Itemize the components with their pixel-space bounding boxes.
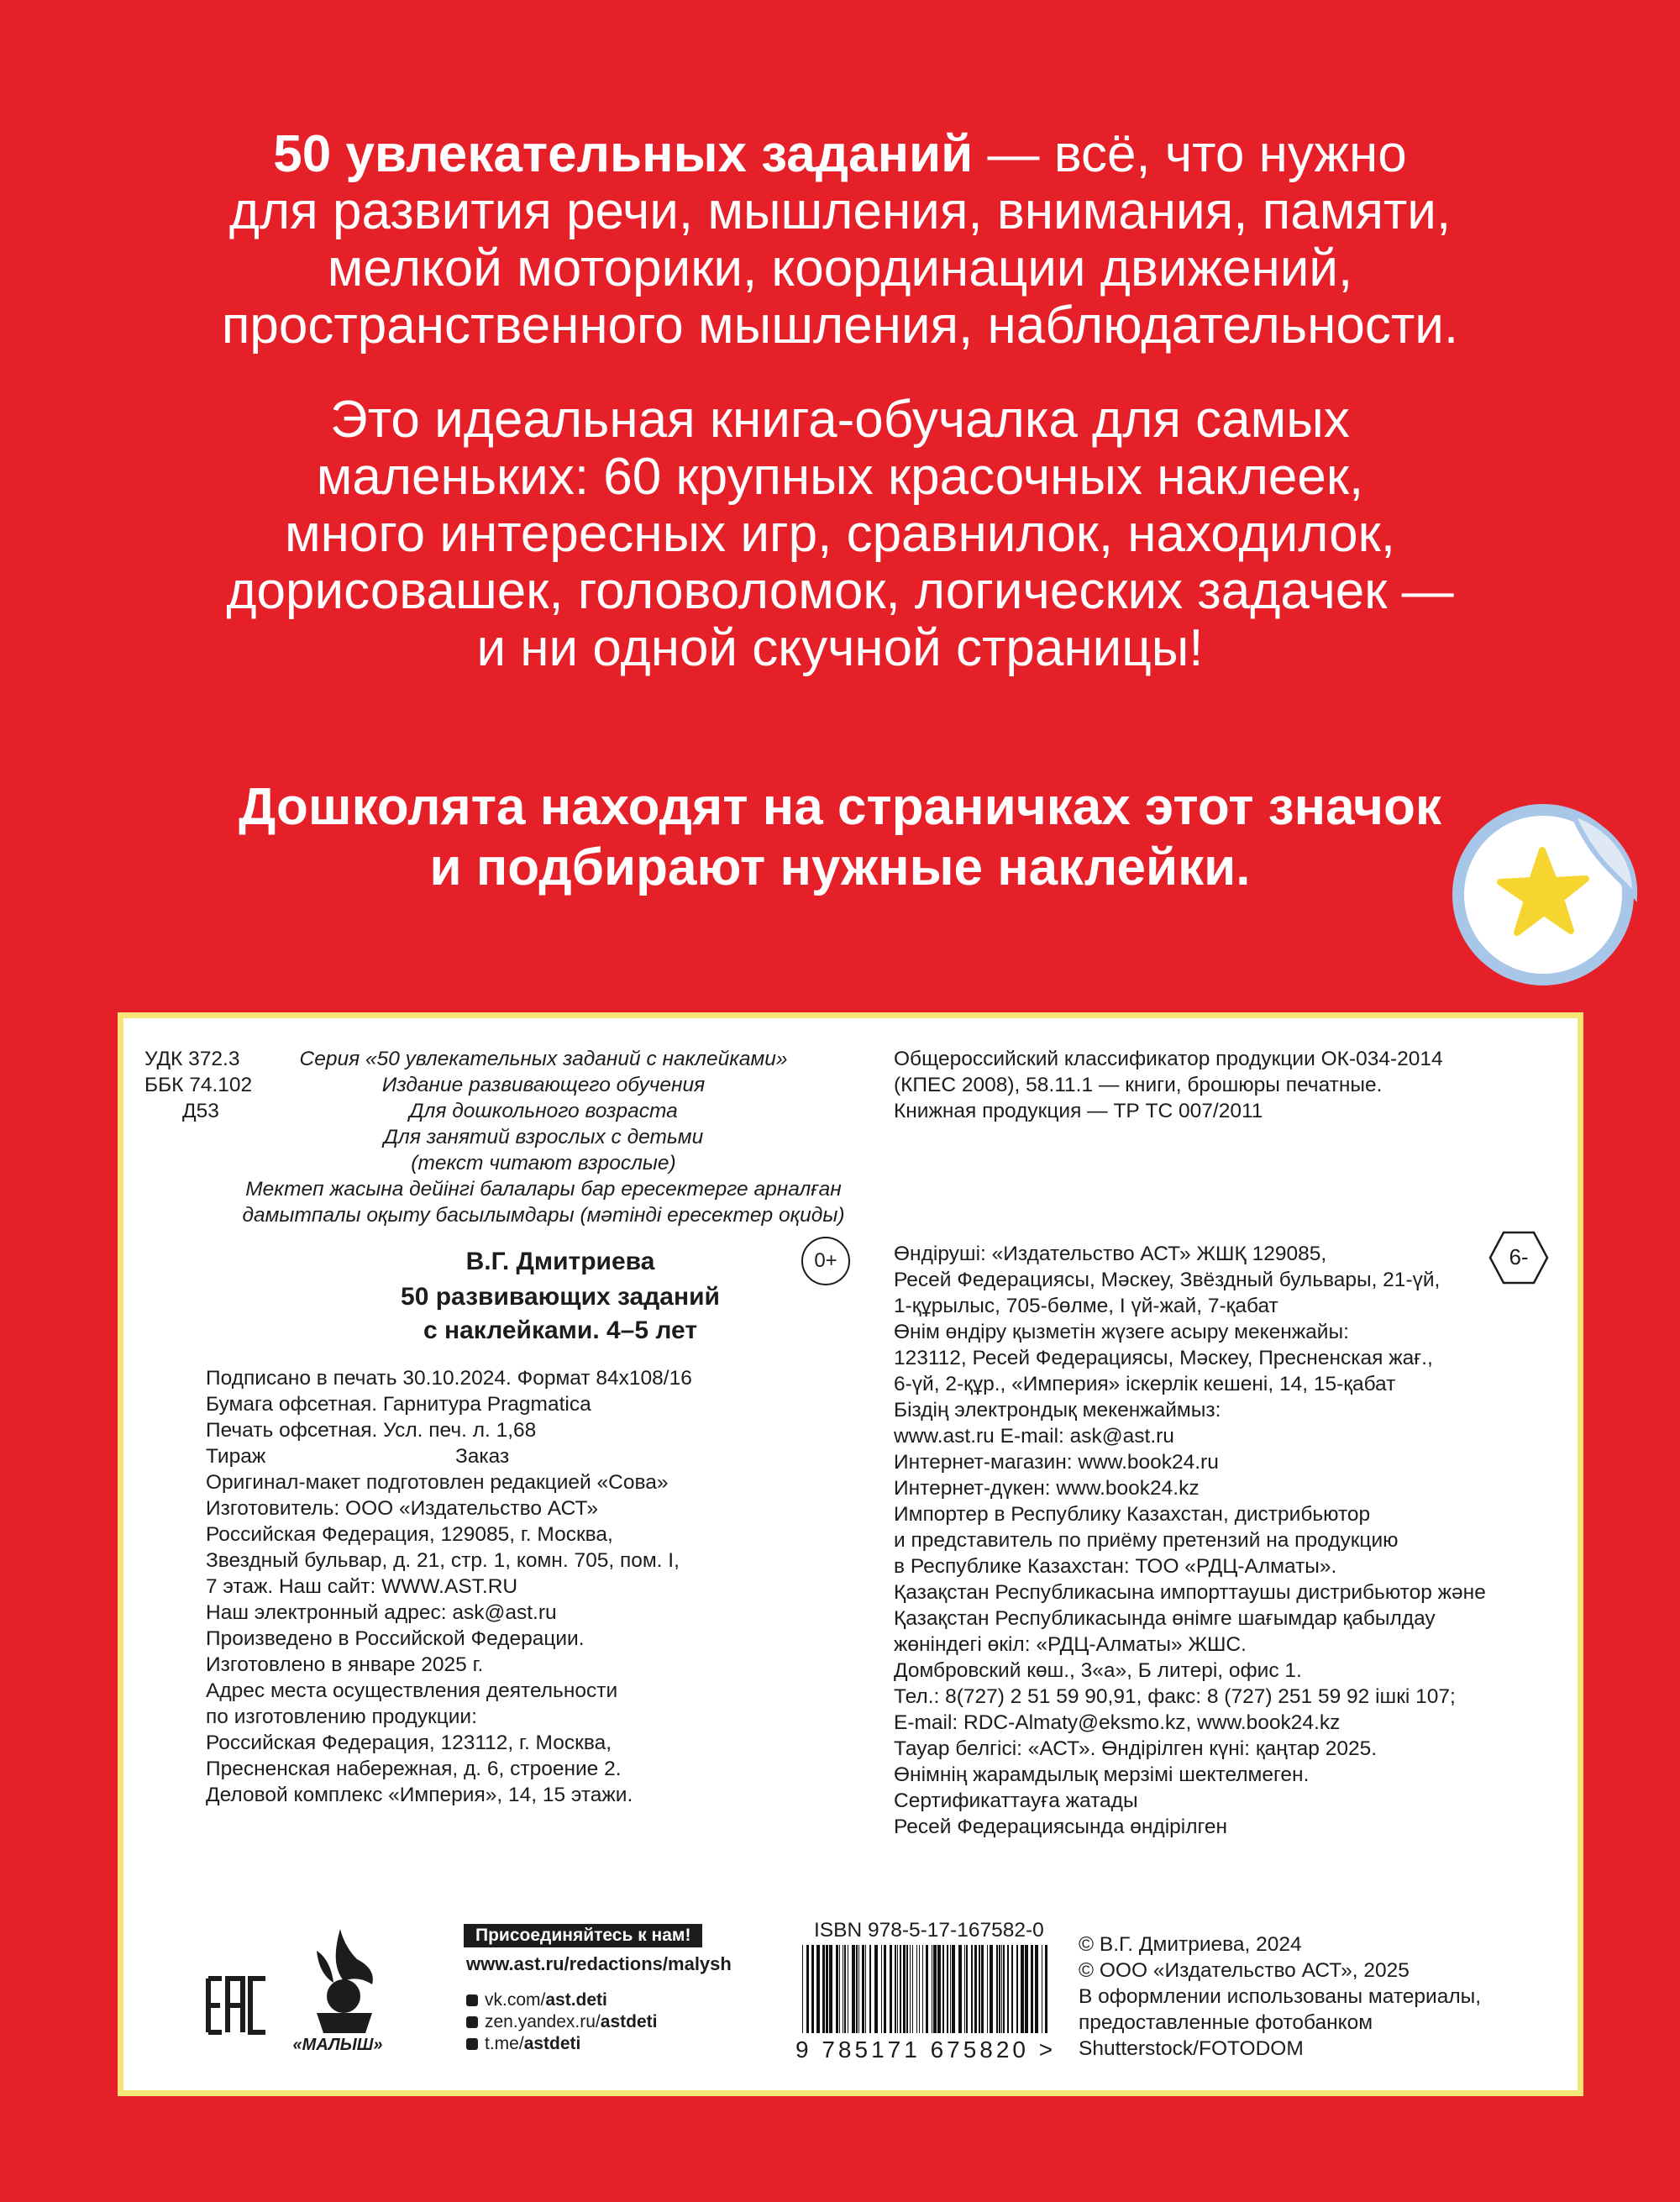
join-url-link[interactable]: www.ast.ru/redactions/malysh [466,1953,732,1974]
intro-line: для развития речи, мышления, внимания, памяти, [228,182,1452,240]
detail-line: по изготовлению продукции: [206,1705,477,1728]
intro-line: мелкой моторики, координации движений, [327,239,1353,297]
detail-line: Печать офсетная. Усл. печ. л. 1,68 [206,1419,537,1442]
detail-line: Интернет-магазин: www.book24.ru [894,1451,1219,1474]
author-mark: Д53 [182,1100,219,1122]
link-prefix: zen.yandex.ru/ [485,2012,601,2031]
intro-line: и ни одной скучной страницы! [476,619,1204,677]
udk-code: УДК 372.3 [144,1048,240,1070]
order-label: Заказ [455,1445,510,1468]
detail-line: Өндіруші: «Издательство АСТ» ЖШҚ 129085, [894,1243,1327,1265]
detail-line: Өнім өндіру қызметін жүзеге асыру мекенжайы: [894,1321,1349,1343]
age-rating-0plus: 0+ [801,1237,850,1285]
link-handle: astdeti [523,2034,581,2053]
detail-line: 7 этаж. Наш сайт: WWW.AST.RU [206,1575,518,1598]
zen-link[interactable] [466,2011,657,2033]
age-6-label: 6- [1509,1244,1529,1269]
detail-line: Пресненская набережная, д. 6, строение 2. [206,1758,622,1780]
sticker-hint [0,777,1680,898]
detail-line: Домбровский көш., 3«а», Б литері, офис 1. [894,1659,1302,1682]
detail-line: Деловой комплекс «Империя», 14, 15 этажи. [206,1784,633,1806]
detail-line: Подписано в печать 30.10.2024. Формат 84x108/16 [206,1367,692,1390]
detail-line: Оригинал-макет подготовлен редакцией «Сова» [206,1471,669,1494]
link-prefix: vk.com/ [485,1990,546,2010]
join-banner: Присоединяйтесь к нам! [464,1924,702,1947]
bbk-code: ББК 74.102 [144,1074,253,1096]
intro-line: — всё, что нужно [973,125,1407,183]
series-line: Серия «50 увлекательных заданий с наклейками» [299,1048,788,1070]
detail-line: Біздің электрондық мекенжаймыз: [894,1399,1221,1422]
detail-line: и представитель по приёму претензий на продукцию [894,1529,1399,1552]
series-line: дамытпалы оқыту басылымдары (мәтінді ересектер оқиды) [242,1204,845,1227]
detail-line: Звездный бульвар, д. 21, стр. 1, комн. 705, пом. I, [206,1549,680,1572]
classifier-line: Общероссийский классификатор продукции ОК-034-2014 [894,1048,1443,1070]
intro-paragraph-2 [0,392,1680,677]
series-line: Мектеп жасына дейінгі балалары бар ересектерге арналған [245,1178,842,1201]
vk-icon [466,1994,478,2006]
detail-line: Сертификаттауға жатады [894,1789,1138,1812]
detail-line: в Республике Казахстан: ТОО «РДЦ-Алматы». [894,1555,1337,1578]
age-rating-6minus [1488,1231,1549,1285]
copyright-line: Shutterstock/FOTODOM [1079,2037,1304,2060]
detail-line: www.ast.ru E-mail: ask@ast.ru [894,1425,1174,1448]
vk-link[interactable] [466,1989,607,2011]
classifier-line: (КПЕС 2008), 58.11.1 — книги, брошюры печатные. [894,1074,1383,1096]
star-sticker-icon [1446,790,1648,991]
telegram-link[interactable] [466,2033,580,2055]
telegram-icon [466,2038,478,2050]
intro-line: дорисовашек, головоломок, логических задачек — [226,562,1454,620]
copyright-line: © В.Г. Дмитриева, 2024 [1079,1933,1302,1956]
intro-line: маленьких: 60 крупных красочных наклеек, [316,448,1364,506]
link-handle: astdeti [600,2012,658,2031]
eac-mark-icon [205,1972,272,2039]
classifier-line: Книжная продукция — ТР ТС 007/2011 [894,1100,1263,1122]
detail-line: Российская Федерация, 123112, г. Москва, [206,1732,612,1754]
zen-icon [466,2016,478,2028]
link-prefix: t.me/ [485,2034,524,2053]
detail-line: Өнімнің жарамдылық мерзімі шектелмеген. [894,1763,1310,1786]
hint-line: и подбирают нужные наклейки. [429,838,1251,896]
detail-line: 123112, Ресей Федерациясы, Мәскеу, Пресненская жағ., [894,1347,1433,1369]
intro-line: Это идеальная книга-обучалка для самых [330,391,1350,449]
intro-line: много интересных игр, сравнилок, находилок, [285,505,1395,563]
detail-line: Интернет-дүкен: www.book24.kz [894,1477,1200,1500]
intro-text [0,126,1680,714]
print-run-label: Тираж [206,1445,266,1468]
detail-line: Импортер в Республику Казахстан, дистрибьютор [894,1503,1371,1526]
copyright-line: © ООО «Издательство АСТ», 2025 [1079,1959,1410,1982]
detail-line: Бумага офсетная. Гарнитура Pragmatica [206,1393,591,1416]
series-line: (текст читают взрослые) [411,1152,676,1175]
publisher-logo-text: «МАЛЫШ» [292,2036,383,2054]
book-title-line: с наклейками. 4–5 лет [423,1316,698,1344]
detail-line: Тел.: 8(727) 2 51 59 90,91, факс: 8 (727) 251 59 92 ішкі 107; [894,1685,1456,1708]
detail-line: 6-үй, 2-құр., «Империя» іскерлік кешені, 14, 15-қабат [894,1373,1396,1395]
series-line: Издание развивающего обучения [381,1074,706,1096]
detail-line: Ресей Федерациясында өндірілген [894,1816,1228,1838]
imprint-panel [118,1012,1583,2096]
detail-line: 1-құрылыс, 705-бөлме, I үй-жай, 7-қабат [894,1295,1278,1317]
detail-line: Қазақстан Республикасында өнімге шағымдар қабылдау [894,1607,1436,1630]
intro-line: пространственного мышления, наблюдательности. [221,297,1459,355]
isbn: ISBN 978-5-17-167582-0 [814,1919,1044,1942]
hint-line: Дошколята находят на страничках этот значок [239,778,1441,836]
detail-line: Қазақстан Республикасына импорттаушы дистрибьютор және [894,1581,1486,1604]
series-line: Для занятий взрослых с детьми [383,1126,704,1148]
link-handle: ast.deti [545,1990,607,2010]
series-line: Для дошкольного возраста [409,1100,678,1122]
detail-line: Ресей Федерациясы, Мәскеу, Звёздный бульвары, 21-үй, [894,1269,1441,1291]
book-author: В.Г. Дмитриева [465,1248,655,1275]
copyright-line: предоставленные фотобанком [1079,2011,1373,2034]
barcode-digits: 9 785171 675820 > [795,2036,1057,2063]
detail-line: Адрес места осуществления деятельности [206,1679,618,1702]
intro-bold-lead: 50 увлекательных заданий [273,125,974,183]
copyright-line: В оформлении использованы материалы, [1079,1985,1482,2008]
detail-line: Российская Федерация, 129085, г. Москва, [206,1523,613,1546]
detail-line: E-mail: RDC-Almaty@eksmo.kz, www.book24.kz [894,1711,1341,1734]
detail-line: Наш электронный адрес: ask@ast.ru [206,1601,557,1624]
detail-line: Изготовлено в январе 2025 г. [206,1653,484,1676]
detail-line: Тауар белгісі: «АСТ». Өндірілген күні: қаңтар 2025. [894,1737,1378,1760]
malysh-logo-icon [291,1926,384,2052]
intro-paragraph-1 [0,126,1680,355]
book-title-line: 50 развивающих заданий [401,1283,720,1311]
detail-line: Произведено в Российской Федерации. [206,1627,585,1650]
detail-line: Изготовитель: ООО «Издательство АСТ» [206,1497,598,1520]
detail-line: жөніндегі өкіл: «РДЦ-Алматы» ЖШС. [894,1633,1247,1656]
